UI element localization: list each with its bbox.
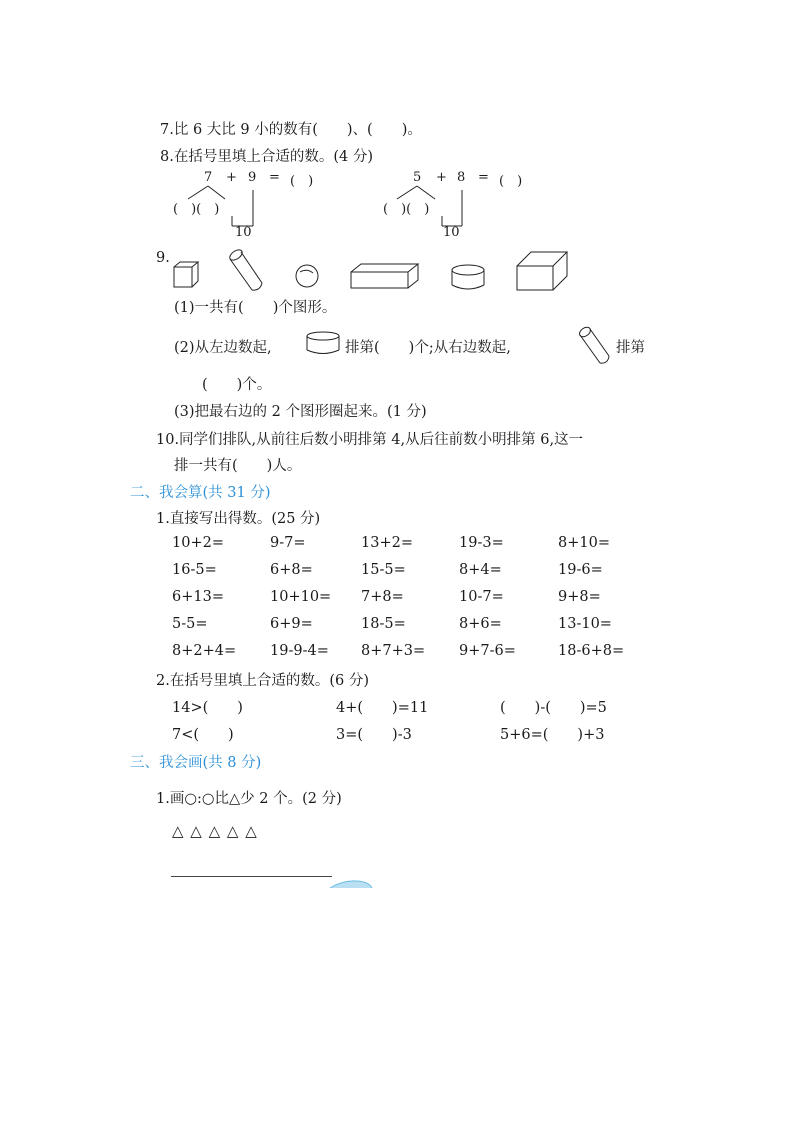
section-2-q2-title: 2.在括号里填上合适的数。(6 分) [156,673,369,689]
fill-item: 7<( ) [172,727,234,743]
section-2-heading: 二、我会算(共 31 分) [130,485,271,501]
cube-shape [174,262,198,287]
q8-right-a: 5 [413,170,422,185]
question-10-line-1: 10.同学们排队,从前往后数小明排第 4,从后往前数小明排第 6,这一 [156,432,584,448]
q8-left-ten: 10 [235,225,252,240]
q9-part-1: (1)一共有( )个图形。 [174,300,337,316]
calc-item: 13+2= [361,535,413,551]
calc-item: 9+7-6= [459,643,516,659]
q9-part-2-a: (2)从左边数起, [174,340,272,356]
triangles-row: △ △ △ △ △ [172,822,258,840]
calc-item: 8+10= [558,535,610,551]
q8-right-eq: = [478,170,489,185]
q8-right-b: 8 [457,170,466,185]
calc-item: 19-6= [558,562,603,578]
fill-item: 5+6=( )+3 [500,727,605,743]
calc-item: 19-3= [459,535,504,551]
calc-item: 5-5= [172,616,208,632]
calc-item: 9+8= [558,589,601,605]
sphere-shape [296,265,318,287]
q8-left-answer: ( ) [290,174,314,189]
q8-left-b: 9 [248,170,257,185]
q8-right-ten: 10 [443,225,460,240]
calc-item: 16-5= [172,562,217,578]
answer-line [171,876,332,877]
calc-item: 10-7= [459,589,504,605]
tilted-cylinder-shape [228,248,262,290]
short-cylinder-inline-icon [306,331,342,357]
q8-right-op: + [436,170,447,185]
fill-item: 3=( )-3 [336,727,412,743]
calc-item: 8+4= [459,562,502,578]
calc-item: 6+8= [270,562,313,578]
q9-part-3: (3)把最右边的 2 个图形圈起来。(1 分) [174,404,427,420]
calc-item: 6+13= [172,589,224,605]
q8-left-split: ( )( ) [173,202,220,217]
q8-right-answer: ( ) [499,174,523,189]
calc-item: 10+2= [172,535,224,551]
q8-left-lines [175,180,275,240]
q8-left-a: 7 [204,170,213,185]
question-10-line-2: 排一共有( )人。 [174,458,302,474]
fill-item: ( )-( )=5 [500,700,607,716]
calc-item: 18-6+8= [558,643,625,659]
calc-item: 10+10= [270,589,332,605]
q9-part-2-b: 排第( )个;从右边数起, [345,340,511,356]
short-cylinder-shape [452,265,484,289]
q9-part-2-d: ( )个。 [202,377,272,393]
calc-item: 8+6= [459,616,502,632]
calc-item: 6+9= [270,616,313,632]
tilted-cylinder-inline-icon [578,325,612,367]
calc-item: 8+7+3= [361,643,426,659]
cuboid-shape [517,252,567,290]
calc-item: 8+2+4= [172,643,237,659]
decorative-blue-arc [326,878,386,890]
fill-item: 14>( ) [172,700,243,716]
question-8-title: 8.在括号里填上合适的数。(4 分) [160,149,373,165]
q9-shapes [170,248,600,298]
calc-item: 7+8= [361,589,404,605]
calc-item: 9-7= [270,535,306,551]
fill-item: 4+( )=11 [336,700,429,716]
flat-cuboid-shape [351,264,418,288]
calc-item: 18-5= [361,616,406,632]
calc-item: 15-5= [361,562,406,578]
calc-item: 13-10= [558,616,612,632]
q9-part-2-c: 排第 [616,340,645,356]
section-2-q1-title: 1.直接写出得数。(25 分) [156,511,321,527]
q8-left-op: + [226,170,237,185]
section-3-q1-title: 1.画○:○比△少 2 个。(2 分) [156,791,342,807]
question-9-number: 9. [156,250,170,266]
question-7: 7.比 6 大比 9 小的数有( )、( )。 [160,122,422,138]
q8-right-split: ( )( ) [383,202,430,217]
q8-left-eq: = [269,170,280,185]
q8-right-lines [385,180,485,240]
calc-item: 19-9-4= [270,643,329,659]
section-3-heading: 三、我会画(共 8 分) [130,755,262,771]
